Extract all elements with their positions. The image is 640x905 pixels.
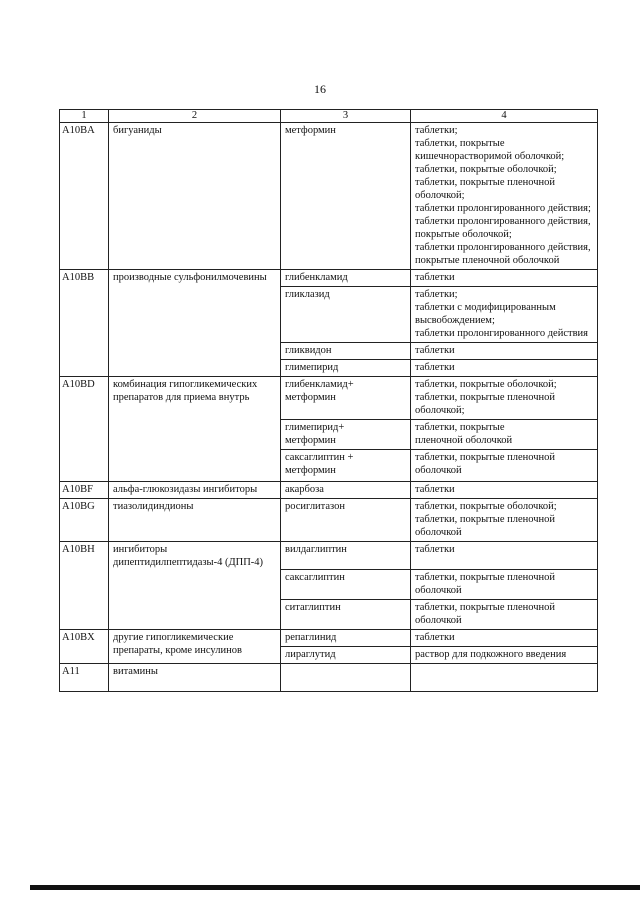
bottom-scan-bar bbox=[30, 885, 640, 890]
dosage-form: таблетки, покрытые пленочной оболочкой bbox=[411, 420, 598, 450]
table-row bbox=[60, 270, 598, 287]
dosage-form: таблетки bbox=[411, 343, 598, 360]
drug-name: росиглитазон bbox=[281, 499, 411, 542]
table-row bbox=[60, 630, 598, 647]
drug-name: саксаглиптин bbox=[281, 570, 411, 600]
atc-code: A10BA bbox=[60, 123, 109, 270]
table-row bbox=[60, 664, 598, 692]
drug-name: саксаглиптин + метформин bbox=[281, 450, 411, 482]
atc-code: A10BB bbox=[60, 270, 109, 377]
dosage-form: таблетки; таблетки, покрытые кишечнорастворимой оболочкой; таблетки, покрытые оболочкой; таблетки, покрытые пленочной оболочкой; таблетки пролонгированного действия; таблетки пролонгированного действия, покрытые оболочкой; таблетки пролонгированного действия, покрытые пленочной оболочкой bbox=[411, 123, 598, 270]
drug-name: метформин bbox=[281, 123, 411, 270]
atc-code: A11 bbox=[60, 664, 109, 692]
atc-code: A10BX bbox=[60, 630, 109, 664]
table-row bbox=[60, 499, 598, 542]
header-col-3: 3 bbox=[281, 110, 411, 123]
dosage-form: таблетки bbox=[411, 360, 598, 377]
dosage-form: таблетки; таблетки с модифицированным высвобождением; таблетки пролонгированного действия bbox=[411, 287, 598, 343]
drug-name: глимепирид+ метформин bbox=[281, 420, 411, 450]
atc-code: A10BH bbox=[60, 542, 109, 630]
header-row bbox=[60, 110, 598, 123]
dosage-form: таблетки bbox=[411, 542, 598, 570]
dosage-form bbox=[411, 664, 598, 692]
header-col-4: 4 bbox=[411, 110, 598, 123]
group-name: другие гипогликемические препараты, кроме инсулинов bbox=[109, 630, 281, 664]
group-name: ингибиторы дипептидилпептидазы-4 (ДПП-4) bbox=[109, 542, 281, 630]
dosage-form: таблетки bbox=[411, 630, 598, 647]
drug-name: акарбоза bbox=[281, 482, 411, 499]
drug-name: лираглутид bbox=[281, 647, 411, 664]
drug-name: репаглинид bbox=[281, 630, 411, 647]
dosage-form: таблетки, покрытые пленочной оболочкой bbox=[411, 570, 598, 600]
group-name: альфа-глюкозидазы ингибиторы bbox=[109, 482, 281, 499]
atc-code: A10BG bbox=[60, 499, 109, 542]
drug-name: ситаглиптин bbox=[281, 600, 411, 630]
page-number: 16 bbox=[314, 82, 326, 96]
group-name: комбинация гипогликемических препаратов для приема внутрь bbox=[109, 377, 281, 482]
atc-code: A10BD bbox=[60, 377, 109, 482]
header-col-1: 1 bbox=[60, 110, 109, 123]
group-name: производные сульфонилмочевины bbox=[109, 270, 281, 377]
group-name: бигуаниды bbox=[109, 123, 281, 270]
group-name: витамины bbox=[109, 664, 281, 692]
dosage-form: таблетки, покрытые пленочной оболочкой bbox=[411, 450, 598, 482]
medicines-table bbox=[59, 109, 598, 692]
atc-code: A10BF bbox=[60, 482, 109, 499]
drug-name: гликвидон bbox=[281, 343, 411, 360]
dosage-form: таблетки bbox=[411, 482, 598, 499]
table-row bbox=[60, 482, 598, 499]
dosage-form: таблетки, покрытые пленочной оболочкой bbox=[411, 600, 598, 630]
drug-name bbox=[281, 664, 411, 692]
drug-name: глибенкламид bbox=[281, 270, 411, 287]
drug-name: вилдаглиптин bbox=[281, 542, 411, 570]
drug-name: гликлазид bbox=[281, 287, 411, 343]
dosage-form: таблетки, покрытые оболочкой; таблетки, покрытые пленочной оболочкой; bbox=[411, 377, 598, 420]
drug-name: глибенкламид+ метформин bbox=[281, 377, 411, 420]
dosage-form: таблетки, покрытые оболочкой; таблетки, покрытые пленочной оболочкой bbox=[411, 499, 598, 542]
dosage-form: таблетки bbox=[411, 270, 598, 287]
header-col-2: 2 bbox=[109, 110, 281, 123]
table-row bbox=[60, 123, 598, 270]
dosage-form: раствор для подкожного введения bbox=[411, 647, 598, 664]
table-row bbox=[60, 542, 598, 570]
table-row bbox=[60, 377, 598, 420]
group-name: тиазолидиндионы bbox=[109, 499, 281, 542]
drug-name: глимепирид bbox=[281, 360, 411, 377]
